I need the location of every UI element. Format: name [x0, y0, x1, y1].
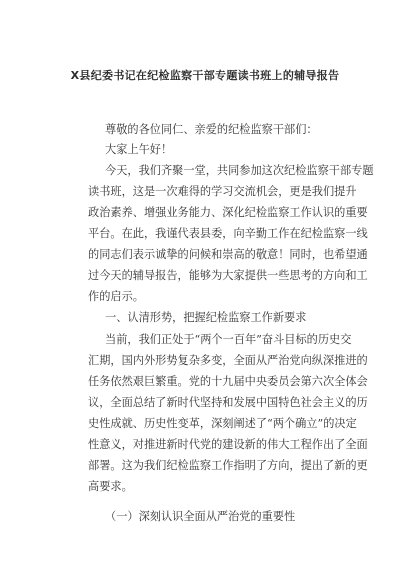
paragraph-line: 今天，我们齐聚一堂，共同参加这次纪检监察干部专题: [105, 164, 374, 177]
paragraph-line: 的同志们表示诚挚的问候和崇高的敬意！同时，也希望通: [88, 248, 368, 261]
paragraph-line: 性意义，对推进新时代党的建设新的伟大工程作出了全面: [88, 438, 368, 451]
section-heading: 一、认清形势，把握纪检监察工作新要求: [105, 311, 307, 324]
subsection-heading: （一）深刻认识全面从严治党的重要性: [105, 510, 296, 523]
paragraph-line: 作的启示。: [88, 290, 144, 303]
paragraph-line: 部署。这为我们纪检监察工作指明了方向，提出了新的更: [88, 459, 368, 472]
document-title: X县纪委书记在纪检监察干部专题读书班上的辅导报告: [70, 69, 340, 82]
paragraph-line: 高要求。: [88, 480, 133, 493]
greeting-line: 大家上午好！: [105, 143, 173, 156]
salutation-line: 尊敬的各位同仁、亲爱的纪检监察干部们：: [105, 123, 318, 136]
paragraph-line: 汇期，国内外形势复杂多变，全面从严治党向纵深推进的: [88, 354, 368, 367]
paragraph-line: 当前，我们正处于“两个一百年”奋斗目标的历史交: [105, 333, 352, 346]
paragraph-line: 平台。在此，我谨代表县委，向辛勤工作在纪检监察一线: [88, 227, 368, 240]
paragraph-line: 史性成就、历史性变革，深刻阐述了“两个确立”的决定: [88, 417, 357, 430]
paragraph-line: 议，全面总结了新时代坚持和发展中国特色社会主义的历: [88, 396, 368, 409]
paragraph-line: 过今天的辅导报告，能够为大家提供一些思考的方向和工: [88, 269, 368, 282]
paragraph-line: 读书班，这是一次难得的学习交流机会，更是我们提升: [88, 185, 357, 198]
paragraph-line: 政治素养、增强业务能力、深化纪检监察工作认识的重要: [88, 206, 368, 219]
paragraph-line: 任务依然艰巨繁重。党的十九届中央委员会第六次全体会: [88, 375, 368, 388]
